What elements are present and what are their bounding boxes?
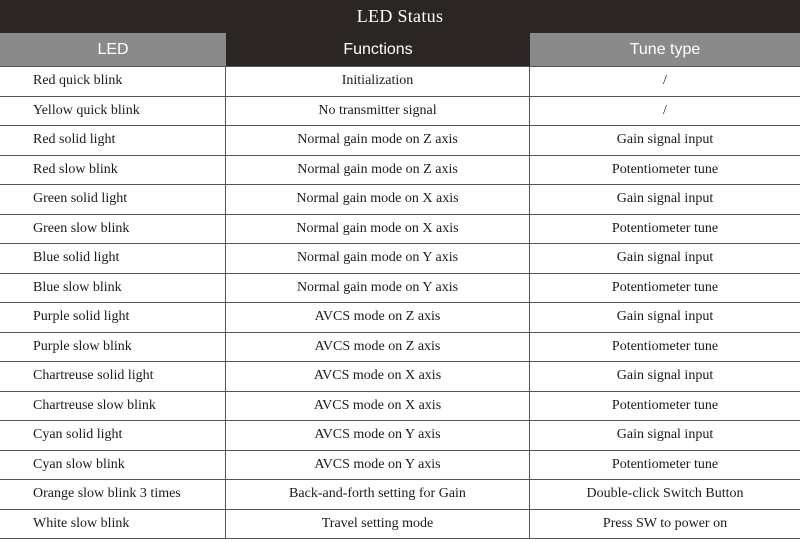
table-row — [0, 421, 800, 451]
header-functions: Functions — [226, 33, 530, 66]
tune-type-cell: Potentiometer tune — [611, 338, 719, 354]
table-row — [0, 185, 800, 215]
function-cell: AVCS mode on Y axis — [226, 421, 530, 450]
tune-type-cell: / — [663, 73, 667, 89]
table-row — [0, 67, 800, 97]
function-cell: Initialization — [226, 67, 530, 96]
table-row — [0, 156, 800, 186]
function-cell: AVCS mode on Y axis — [226, 451, 530, 480]
tune-type-cell: Potentiometer tune — [611, 161, 719, 177]
function-cell: AVCS mode on X axis — [226, 362, 530, 391]
led-cell: Chartreuse solid light — [0, 362, 226, 391]
led-cell: Cyan solid light — [0, 421, 226, 450]
led-cell: Chartreuse slow blink — [0, 392, 226, 421]
table-row — [0, 97, 800, 127]
led-cell: Green slow blink — [0, 215, 226, 244]
tune-type-cell: Gain signal input — [616, 191, 714, 207]
table-row — [0, 333, 800, 363]
table-row — [0, 392, 800, 422]
tune-type-cell: Potentiometer tune — [611, 456, 719, 472]
function-cell: Back-and-forth setting for Gain — [226, 480, 530, 509]
table-row — [0, 215, 800, 245]
table-body — [0, 66, 800, 539]
tune-type-cell: Potentiometer tune — [611, 220, 719, 236]
tune-type-cell: Potentiometer tune — [611, 279, 719, 295]
table-row — [0, 480, 800, 510]
header-tune-type: Tune type — [530, 33, 800, 66]
led-cell: Yellow quick blink — [0, 97, 226, 126]
function-cell: Normal gain mode on Z axis — [226, 156, 530, 185]
tune-type-cell: Potentiometer tune — [611, 397, 719, 413]
tune-type-cell: Press SW to power on — [602, 515, 728, 531]
led-cell: Cyan slow blink — [0, 451, 226, 480]
led-cell: Purple slow blink — [0, 333, 226, 362]
tune-type-cell: Gain signal input — [616, 132, 714, 148]
table-row — [0, 362, 800, 392]
table-row — [0, 244, 800, 274]
led-cell: White slow blink — [0, 510, 226, 539]
led-cell: Blue solid light — [0, 244, 226, 273]
function-cell: Normal gain mode on X axis — [226, 185, 530, 214]
table-row — [0, 274, 800, 304]
led-cell: Red solid light — [0, 126, 226, 155]
tune-type-cell: Gain signal input — [616, 368, 714, 384]
tune-type-cell: Gain signal input — [616, 309, 714, 325]
function-cell: Normal gain mode on Y axis — [226, 274, 530, 303]
table-title: LED Status — [0, 0, 800, 33]
tune-type-cell: Gain signal input — [616, 250, 714, 266]
function-cell: Travel setting mode — [226, 510, 530, 539]
function-cell: Normal gain mode on X axis — [226, 215, 530, 244]
table-row — [0, 510, 800, 540]
table-header-row — [0, 33, 800, 66]
tune-type-cell: Gain signal input — [616, 427, 714, 443]
function-cell: No transmitter signal — [226, 97, 530, 126]
table-row — [0, 451, 800, 481]
led-cell: Green solid light — [0, 185, 226, 214]
table-row — [0, 303, 800, 333]
tune-type-cell: / — [663, 102, 667, 118]
led-cell: Purple solid light — [0, 303, 226, 332]
table-row — [0, 126, 800, 156]
function-cell: AVCS mode on X axis — [226, 392, 530, 421]
function-cell: Normal gain mode on Z axis — [226, 126, 530, 155]
led-cell: Orange slow blink 3 times — [0, 480, 226, 509]
function-cell: AVCS mode on Z axis — [226, 303, 530, 332]
header-led: LED — [0, 33, 226, 66]
function-cell: AVCS mode on Z axis — [226, 333, 530, 362]
led-cell: Red quick blink — [0, 67, 226, 96]
led-cell: Blue slow blink — [0, 274, 226, 303]
led-cell: Red slow blink — [0, 156, 226, 185]
tune-type-cell: Double-click Switch Button — [586, 486, 744, 502]
function-cell: Normal gain mode on Y axis — [226, 244, 530, 273]
